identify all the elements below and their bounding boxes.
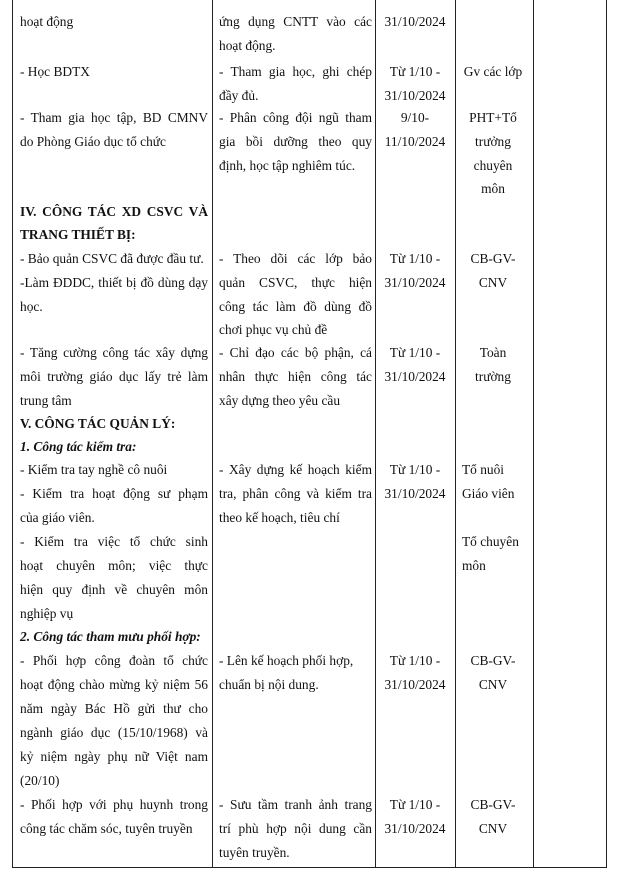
cell-text: trung tâm xyxy=(20,393,72,408)
column-divider-2 xyxy=(375,0,376,868)
cell-text: -Làm ĐDDC, thiết bị đồ dùng dạy xyxy=(20,275,208,290)
cell-text: - Phân công đội ngũ tham xyxy=(219,110,372,125)
cell-text: 11/10/2024 xyxy=(384,134,446,149)
cell-text: - Theo dõi các lớp bảo xyxy=(219,251,372,266)
cell-text: 31/10/2024 xyxy=(384,486,446,501)
cell-text: chơi phục vụ chủ đề xyxy=(219,322,328,337)
column-divider-3 xyxy=(455,0,456,868)
cell-text: hoạt động. xyxy=(219,38,276,53)
cell-text: - Tăng cường công tác xây dựng xyxy=(20,345,208,360)
table-border-left xyxy=(12,0,13,868)
cell-text: - Phối hợp công đoàn tổ chức xyxy=(20,653,208,668)
cell-text: chuẩn bị nội dung. xyxy=(219,677,319,692)
cell-text: PHT+Tổ xyxy=(469,110,517,125)
cell-text: theo kế hoạch, tiêu chí xyxy=(219,510,340,525)
cell-text: CNV xyxy=(478,275,508,290)
cell-text: (20/10) xyxy=(20,773,60,788)
cell-text: môn xyxy=(481,181,505,196)
cell-text: định, học tập nghiêm túc. xyxy=(219,158,356,173)
subsection-heading: 1. Công tác kiểm tra: xyxy=(20,439,137,454)
cell-text: Toàn xyxy=(479,345,507,360)
cell-text: CNV xyxy=(478,821,508,836)
cell-text: CB-GV- xyxy=(470,251,516,266)
cell-text: CB-GV- xyxy=(470,653,516,668)
cell-text: Từ 1/10 - xyxy=(389,345,441,360)
cell-text: 31/10/2024 xyxy=(384,88,446,103)
cell-text: - Xây dựng kế hoạch kiểm xyxy=(219,462,372,477)
cell-text: Từ 1/10 - xyxy=(389,251,441,266)
cell-text: - Chỉ đạo các bộ phận, cá xyxy=(219,345,372,360)
subsection-heading: 2. Công tác tham mưu phối hợp: xyxy=(20,629,201,644)
cell-text: - Tham gia học tập, BD CMNV xyxy=(20,110,208,125)
cell-text: trí phù hợp nội dung cần xyxy=(219,821,372,836)
cell-text: chuyên xyxy=(473,158,513,173)
cell-text: trường xyxy=(475,369,511,384)
cell-text: - Tham gia học, ghi chép xyxy=(219,64,372,79)
cell-text: 31/10/2024 xyxy=(384,677,446,692)
cell-text: gia bồi dưỡng theo quy xyxy=(219,134,372,149)
cell-text: - Sưu tầm tranh ảnh trang xyxy=(219,797,372,812)
cell-text: Gv các lớp xyxy=(463,64,523,79)
cell-text: tuyên truyền. xyxy=(219,845,290,860)
cell-text: năm ngày Bác Hồ gửi thư cho xyxy=(20,701,208,716)
cell-text: của giáo viên. xyxy=(20,510,95,525)
cell-text: môi trường giáo dục lấy trẻ làm xyxy=(20,369,208,384)
cell-text: - Kiểm tra hoạt động sư phạm xyxy=(20,486,208,501)
cell-text: trưởng xyxy=(475,134,511,149)
cell-text: quản CSVC, thực hiện xyxy=(219,275,372,290)
cell-text: - Học BDTX xyxy=(20,64,90,79)
cell-text: - Kiểm tra tay nghề cô nuôi xyxy=(20,462,168,477)
cell-text: - Phối hợp với phụ huynh trong xyxy=(20,797,208,812)
section-heading: V. CÔNG TÁC QUẢN LÝ: xyxy=(20,416,176,431)
cell-text: 31/10/2024 xyxy=(384,14,446,29)
section-heading: TRANG THIẾT BỊ: xyxy=(20,227,136,242)
cell-text: ứng dụng CNTT vào các xyxy=(219,14,372,29)
cell-text: Tổ nuôi xyxy=(462,462,505,477)
cell-text: do Phòng Giáo dục tổ chức xyxy=(20,134,166,149)
cell-text: 9/10- xyxy=(400,110,430,125)
cell-text: tra, phân công và kiểm tra xyxy=(219,486,372,501)
cell-text: 31/10/2024 xyxy=(384,821,446,836)
cell-text: hoạt chuyên môn; việc thực xyxy=(20,558,208,573)
cell-text: kỷ niệm ngày phụ nữ Việt nam xyxy=(20,749,208,764)
cell-text: môn xyxy=(462,558,486,573)
cell-text: nghiệp vụ xyxy=(20,606,74,621)
column-divider-1 xyxy=(212,0,213,868)
cell-text: nhân thực hiện công tác xyxy=(219,369,372,384)
section-heading: IV. CÔNG TÁC XD CSVC VÀ xyxy=(20,204,208,219)
cell-text: Giáo viên xyxy=(462,486,515,501)
cell-text: 31/10/2024 xyxy=(384,275,446,290)
cell-text: Từ 1/10 - xyxy=(389,653,441,668)
cell-text: Từ 1/10 - xyxy=(389,797,441,812)
cell-text: Tổ chuyên xyxy=(462,534,519,549)
cell-text: xây dựng theo yêu cầu xyxy=(219,393,341,408)
cell-text: - Bảo quản CSVC đã được đầu tư. xyxy=(20,251,204,266)
cell-text: - Kiểm tra việc tổ chức sinh xyxy=(20,534,208,549)
column-divider-4 xyxy=(533,0,534,868)
cell-text: CB-GV- xyxy=(470,797,516,812)
cell-text: - Lên kế hoạch phối hợp, xyxy=(219,653,354,668)
cell-text: học. xyxy=(20,299,43,314)
cell-text: Từ 1/10 - xyxy=(389,64,441,79)
cell-text: đầy đủ. xyxy=(219,88,259,103)
cell-text: công tác chăm sóc, tuyên truyền xyxy=(20,821,193,836)
cell-text: hiện quy định về chuyên môn xyxy=(20,582,208,597)
cell-text: CNV xyxy=(478,677,508,692)
cell-text: Từ 1/10 - xyxy=(389,462,441,477)
table-border-right xyxy=(606,0,607,868)
cell-text: hoạt động xyxy=(20,14,74,29)
cell-text: 31/10/2024 xyxy=(384,369,446,384)
cell-text: công tác làm đồ dùng đồ xyxy=(219,299,372,314)
cell-text: hoạt động chào mừng kỷ niệm 56 xyxy=(20,677,208,692)
table-border-bottom xyxy=(12,867,607,868)
cell-text: ngành giáo dục (15/10/1968) và xyxy=(20,725,208,740)
